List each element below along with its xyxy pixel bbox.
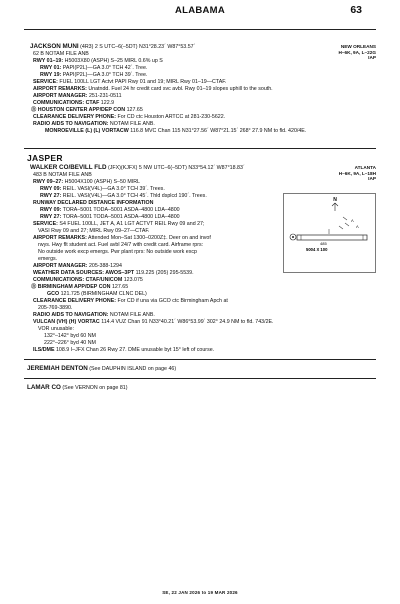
airport-elevation-line: 62 B NOTAM FILE ANB bbox=[33, 51, 89, 57]
entry-text: 222°–226° byd 40 NM bbox=[44, 340, 96, 346]
cross-reference-jeremiah-denton bbox=[27, 366, 176, 372]
entry-text: For CD ctc Houston ARTCC at 281-230-5622. bbox=[117, 114, 226, 120]
airport-diagram bbox=[283, 193, 376, 273]
entry-text: NOTAM FILE ANB. bbox=[109, 121, 155, 127]
entry-text: 205-388-1294 bbox=[88, 263, 122, 269]
cross-ref-name: JEREMIAH DENTON bbox=[27, 365, 88, 372]
entry-label: WEATHER DATA SOURCES: AWOS–3PT bbox=[33, 270, 135, 276]
taxiway-marks bbox=[339, 217, 349, 229]
entry-text: REIL. VASI(V4L)—GA 3.0° TCH 45´. Thld dsplcd 190´. Trees. bbox=[62, 193, 207, 199]
entry-label: Ⓡ HOUSTON CENTER APP/DEP CON bbox=[31, 107, 126, 113]
chart-references bbox=[338, 44, 376, 61]
entry-text: 127.65 bbox=[126, 107, 143, 113]
entry-text: TORA–5001 TODA–5001 ASDA–4800 LDA–4800 bbox=[62, 207, 180, 213]
entry-text: 122.9 bbox=[100, 100, 115, 106]
entry-text: 251-231-0511 bbox=[88, 93, 122, 99]
sectional-name: NEW ORLEANS bbox=[340, 44, 376, 49]
entry-text: Attended Mon–Sat 1300–0200Z‡. Deer on and invof bbox=[88, 235, 211, 241]
airport-id: (4R3) bbox=[80, 44, 94, 50]
entry-label: VULCAN (VH) (H) VORTAC bbox=[33, 319, 100, 325]
entry-label: RWY 09: bbox=[40, 186, 62, 192]
entry-text: 123.075 bbox=[123, 277, 143, 283]
runway-09-27 bbox=[297, 235, 367, 240]
airport-id: (JFX)(KJFX) bbox=[107, 165, 138, 171]
entry-text: VOR unusable: bbox=[38, 326, 74, 332]
entry-text: H5003X80 (ASPH) S–25 MIRL 0.6% up S bbox=[64, 58, 163, 64]
beacon-center bbox=[292, 236, 294, 238]
entry-text: S4 FUEL 100LL, JET A, A1 LGT ACTVT REIL Rwy 09 and 27; bbox=[59, 221, 205, 227]
entry-text: 108.9 I–JFX Chan 26 Rwy 27. DME unusable byt 15° left of course. bbox=[55, 347, 215, 353]
entry-label: Ⓡ BIRMINGHAM APP/DEP CON bbox=[31, 284, 111, 290]
entry-label: RUNWAY DECLARED DISTANCE INFORMATION bbox=[33, 200, 154, 206]
entry-label: GCO bbox=[47, 291, 60, 297]
airport-name: WALKER CO/BEVILL FLD bbox=[30, 164, 107, 171]
cross-reference-lamar-co bbox=[27, 385, 128, 391]
page-number: 63 bbox=[350, 4, 362, 16]
entry-text: Unatndd. Fuel 24 hr credit card svc avbl. Rwy 01–19 slopes uphill to the south. bbox=[88, 86, 273, 92]
entry-label: SERVICE: bbox=[33, 221, 58, 227]
entry-text: H5004X100 (ASPH) S–50 MIRL bbox=[64, 179, 140, 185]
entry-text: 132°–142° byd 60 NM bbox=[44, 333, 96, 339]
entry-label: AIRPORT MANAGER: bbox=[33, 93, 88, 99]
entry-text: 116.8 MVC Chan 115 N31°27.56´ W87°21.15´ 268° 27.9 NM to fld. 420/4E. bbox=[130, 128, 307, 134]
entry-label: ILS/DME bbox=[33, 347, 55, 353]
sectional-name: ATLANTA bbox=[354, 165, 376, 170]
obstruction-icon: Λ bbox=[356, 224, 359, 229]
cross-ref-text: (See DAUPHIN ISLAND on page 46) bbox=[89, 366, 177, 372]
entry-text: 121.725 (BIRMINGHAM CLNC DEL) bbox=[60, 291, 147, 297]
section-rule bbox=[24, 378, 376, 379]
entry-label: RWY 01–19: bbox=[33, 58, 64, 64]
north-arrow-icon: N bbox=[333, 197, 337, 203]
entry-label: AIRPORT REMARKS: bbox=[33, 86, 87, 92]
entry-label: RWY 27: bbox=[40, 214, 62, 220]
airport-location-info: 5 NW UTC–6(–5DT) N33°54.12´ W87°18.83´ bbox=[138, 165, 245, 171]
entry-label: AIRPORT MANAGER: bbox=[33, 263, 88, 269]
entry-label: CLEARANCE DELIVERY PHONE: bbox=[33, 298, 116, 304]
entry-label: RWY 19: bbox=[40, 72, 62, 78]
entry-label: MONROEVILLE (L) (L) VORTACW bbox=[45, 128, 129, 134]
entry-label: RWY 27: bbox=[40, 193, 62, 199]
city-heading: JASPER bbox=[27, 153, 63, 163]
header-rule bbox=[24, 29, 376, 30]
north-arrow-shaft bbox=[332, 203, 338, 211]
entry-text: 114.4 VUZ Chan 91 N33°40.21´ W86°53.99´ 302° 24.9 NM to fld. 743/2E. bbox=[101, 319, 274, 325]
entry-label: COMMUNICATIONS: CTAF/UNICOM bbox=[33, 277, 123, 283]
section-rule bbox=[24, 359, 376, 360]
entry-label: RWY 09–27: bbox=[33, 179, 64, 185]
entry-text: emergs. bbox=[38, 256, 58, 262]
diagram-frame bbox=[284, 194, 376, 273]
entry-text: 205-769-3890. bbox=[38, 305, 73, 311]
iap-label: IAP bbox=[368, 176, 376, 182]
entry-text: REIL. VASI(V4L)—GA 3.0° TCH 39´. Trees. bbox=[62, 186, 165, 192]
entry-text: 119.225 (205) 295-5539. bbox=[135, 270, 194, 276]
entry-text: PAPI(P2L)—GA 3.0° TCH 42´. Tree. bbox=[62, 65, 148, 71]
airport-elevation-line: 483 B NOTAM FILE ANB bbox=[33, 172, 92, 178]
chart-codes: H–6K, 9A, L–22G bbox=[338, 49, 376, 55]
entry-text: FUEL 100LL LGT Actvt PAPI Rwy 01 and 19; MIRL Rwy 01–19—CTAF. bbox=[59, 79, 227, 85]
entry-label: RADIO AIDS TO NAVIGATION: bbox=[33, 121, 109, 127]
cross-ref-name: LAMAR CO bbox=[27, 384, 61, 391]
entry-label: RWY 01: bbox=[40, 65, 62, 71]
effective-dates-footer: SE, 22 JAN 2026 to 19 MAR 2026 bbox=[162, 590, 238, 595]
entry-label: COMMUNICATIONS: CTAF bbox=[33, 100, 100, 106]
entry-text: No outside work excp emergs. Pwr plant rprs: No outside work excp bbox=[38, 249, 197, 255]
chart-references bbox=[339, 165, 376, 182]
entry-label: RWY 09: bbox=[40, 207, 62, 213]
entry-label: RADIO AIDS TO NAVIGATION: bbox=[33, 312, 109, 318]
runway-dimension-label: 5004 X 100 bbox=[306, 247, 328, 252]
state-header: ALABAMA bbox=[174, 5, 226, 16]
airport-name: JACKSON MUNI bbox=[30, 43, 79, 50]
iap-label: IAP bbox=[368, 55, 376, 61]
section-rule bbox=[24, 148, 376, 149]
entry-text: 127.65 bbox=[111, 284, 129, 290]
entry-text: For CD if una via GCO ctc Birmingham Apch at bbox=[117, 298, 228, 304]
obstruction-icon: Λ bbox=[351, 218, 354, 223]
entry-text: PAPI(P2L)—GA 3.0° TCH 39´. Tree. bbox=[62, 72, 148, 78]
cross-ref-text: (See VERNON on page 81) bbox=[62, 385, 128, 391]
field-elevation-label: 485 bbox=[320, 241, 327, 246]
entry-text: rwys. Hwy flt student act. Fuel avbl 24/7 with credit card. Airframe rprs: bbox=[38, 242, 204, 248]
entry-text: TORA–5001 TODA–5001 ASDA–4800 LDA–4800 bbox=[62, 214, 180, 220]
entry-text: VASI Rwy 09 and 27; MIRL Rwy 09–27—CTAF. bbox=[38, 228, 150, 234]
entry-text: NOTAM FILE ANB. bbox=[109, 312, 155, 318]
chart-codes: H–6K, 9A, L–18H bbox=[338, 170, 376, 176]
entry-label: SERVICE: bbox=[33, 79, 58, 85]
entry-label: AIRPORT REMARKS: bbox=[33, 235, 87, 241]
airport-location-info: 2 S UTC–6(–5DT) N31°28.23´ W87°53.57´ bbox=[94, 44, 196, 50]
entry-label: CLEARANCE DELIVERY PHONE: bbox=[33, 114, 116, 120]
